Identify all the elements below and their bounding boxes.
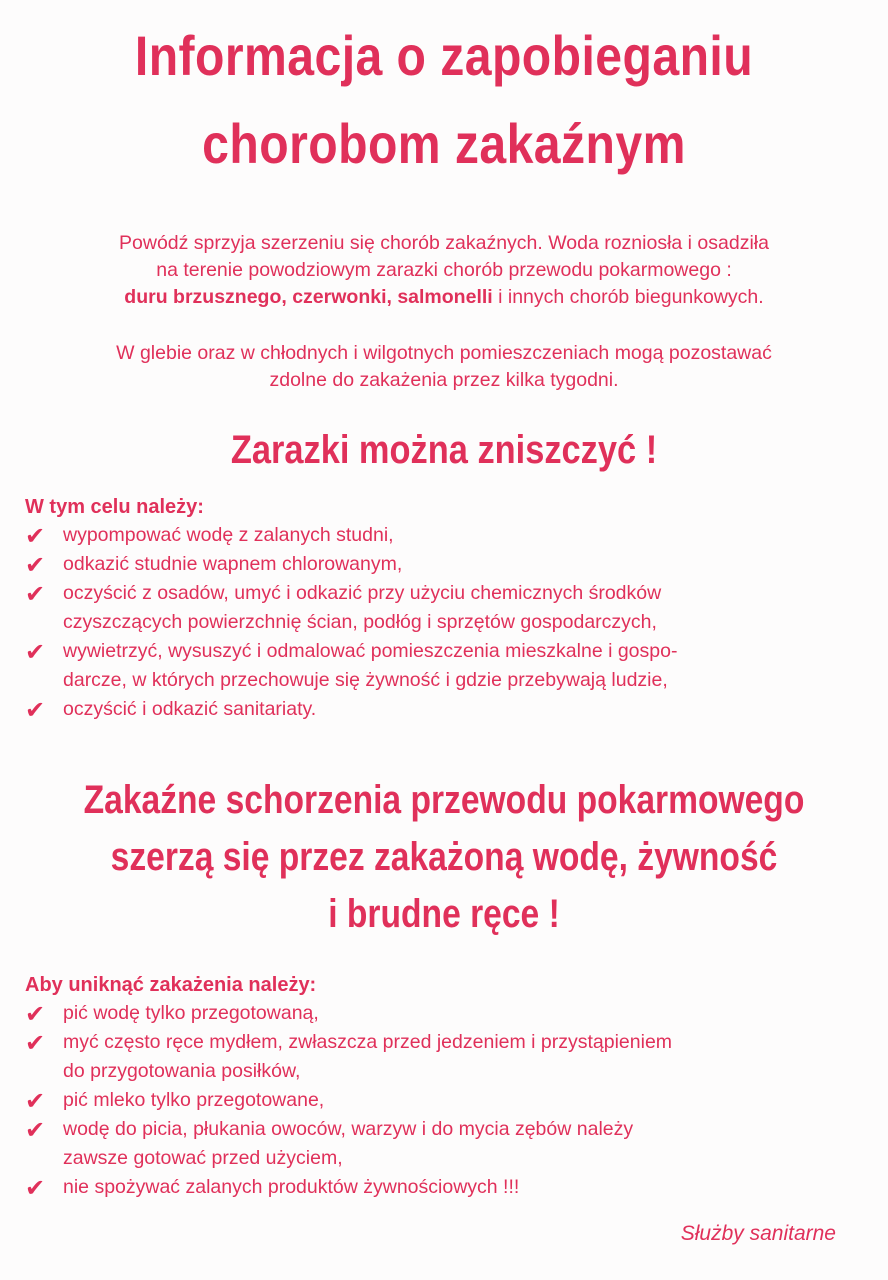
check-mark-icon: ✔ — [25, 1029, 46, 1057]
intro-p1-line-3 — [0, 284, 888, 311]
item-line-1: pić wodę tylko przegotowaną, — [63, 1002, 319, 1024]
intro-paragraph-2 — [0, 340, 888, 394]
signature: Służby sanitarne — [680, 1222, 836, 1245]
item-line-1: nie spożywać zalanych produktów żywnościowych !!! — [63, 1176, 520, 1198]
item-line-1: wodę do picia, płukania owoców, warzyw i do mycia zębów należy — [63, 1118, 634, 1140]
cleaning-list — [25, 521, 845, 724]
title-line-2: chorobom zakaźnym — [202, 112, 686, 175]
spread-line-3: i brudne ręce ! — [328, 892, 560, 936]
item-line-1: pić mleko tylko przegotowane, — [63, 1089, 325, 1111]
check-mark-icon: ✔ — [25, 580, 46, 608]
document-title — [62, 12, 826, 188]
intro-p1-line-1: Powódź sprzyja szerzeniu się chorób zakaźnych. Woda rozniosła i osadziła — [119, 232, 769, 254]
check-mark-icon: ✔ — [25, 522, 46, 550]
list-item — [25, 999, 845, 1028]
item-line-2: czyszczących powierzchnię ścian, podłóg i sprzętów gospodarczych, — [63, 611, 657, 633]
list-item — [25, 1086, 845, 1115]
check-mark-icon: ✔ — [25, 696, 46, 724]
check-mark-icon: ✔ — [25, 1174, 46, 1202]
title-line-1: Informacja o zapobieganiu — [134, 24, 754, 87]
item-line-1: oczyścić i odkazić sanitariaty. — [63, 698, 317, 720]
spread-line-2: szerzą się przez zakażoną wodę, żywność — [110, 835, 778, 879]
list-item — [25, 579, 845, 637]
list-item — [25, 1028, 845, 1086]
section-cleaning-heading: W tym celu należy: — [25, 496, 204, 518]
list-item — [25, 550, 845, 579]
item-line-2: zawsze gotować przed użyciem, — [63, 1147, 343, 1169]
check-mark-icon: ✔ — [25, 638, 46, 666]
item-line-1: wywietrzyć, wysuszyć i odmalować pomieszczenia mieszkalne i gospo- — [63, 640, 678, 662]
intro-p1-line-2: na terenie powodziowym zarazki chorób przewodu pokarmowego : — [156, 259, 732, 281]
heading-disease-spread — [71, 772, 817, 943]
check-mark-icon: ✔ — [25, 1000, 46, 1028]
list-item — [25, 695, 845, 724]
section-prevention-heading: Aby uniknąć zakażenia należy: — [25, 974, 317, 996]
check-mark-icon: ✔ — [25, 1116, 46, 1144]
check-mark-icon: ✔ — [25, 1087, 46, 1115]
intro-paragraph-1 — [0, 230, 888, 311]
item-line-1: oczyścić z osadów, umyć i odkazić przy użyciu chemicznych środków — [63, 582, 662, 604]
list-item — [25, 1115, 845, 1173]
list-item — [25, 637, 845, 695]
item-line-2: do przygotowania posiłków, — [63, 1060, 301, 1082]
item-line-1: myć często ręce mydłem, zwłaszcza przed jedzeniem i przystąpieniem — [63, 1031, 673, 1053]
item-line-1: odkazić studnie wapnem chlorowanym, — [63, 553, 403, 575]
list-item — [25, 521, 845, 550]
heading-destroy-germs: Zarazki można zniszczyć ! — [230, 428, 658, 472]
list-item — [25, 1173, 845, 1202]
item-line-1: wypompować wodę z zalanych studni, — [63, 524, 394, 546]
diseases-list: duru brzusznego, czerwonki, salmonelli — [124, 286, 493, 308]
spread-line-1: Zakaźne schorzenia przewodu pokarmowego — [83, 778, 805, 822]
prevention-list — [25, 999, 845, 1202]
intro-p2-line-2: zdolne do zakażenia przez kilka tygodni. — [269, 369, 619, 391]
intro-p2-line-1: W glebie oraz w chłodnych i wilgotnych pomieszczeniach mogą pozostawać — [116, 342, 772, 364]
section-cleaning — [25, 494, 845, 724]
section-prevention — [25, 972, 845, 1202]
intro-p1-line-3-rest: i innych chorób biegunkowych. — [492, 286, 764, 308]
item-line-2: darcze, w których przechowuje się żywność i gdzie przebywają ludzie, — [63, 669, 668, 691]
check-mark-icon: ✔ — [25, 551, 46, 579]
